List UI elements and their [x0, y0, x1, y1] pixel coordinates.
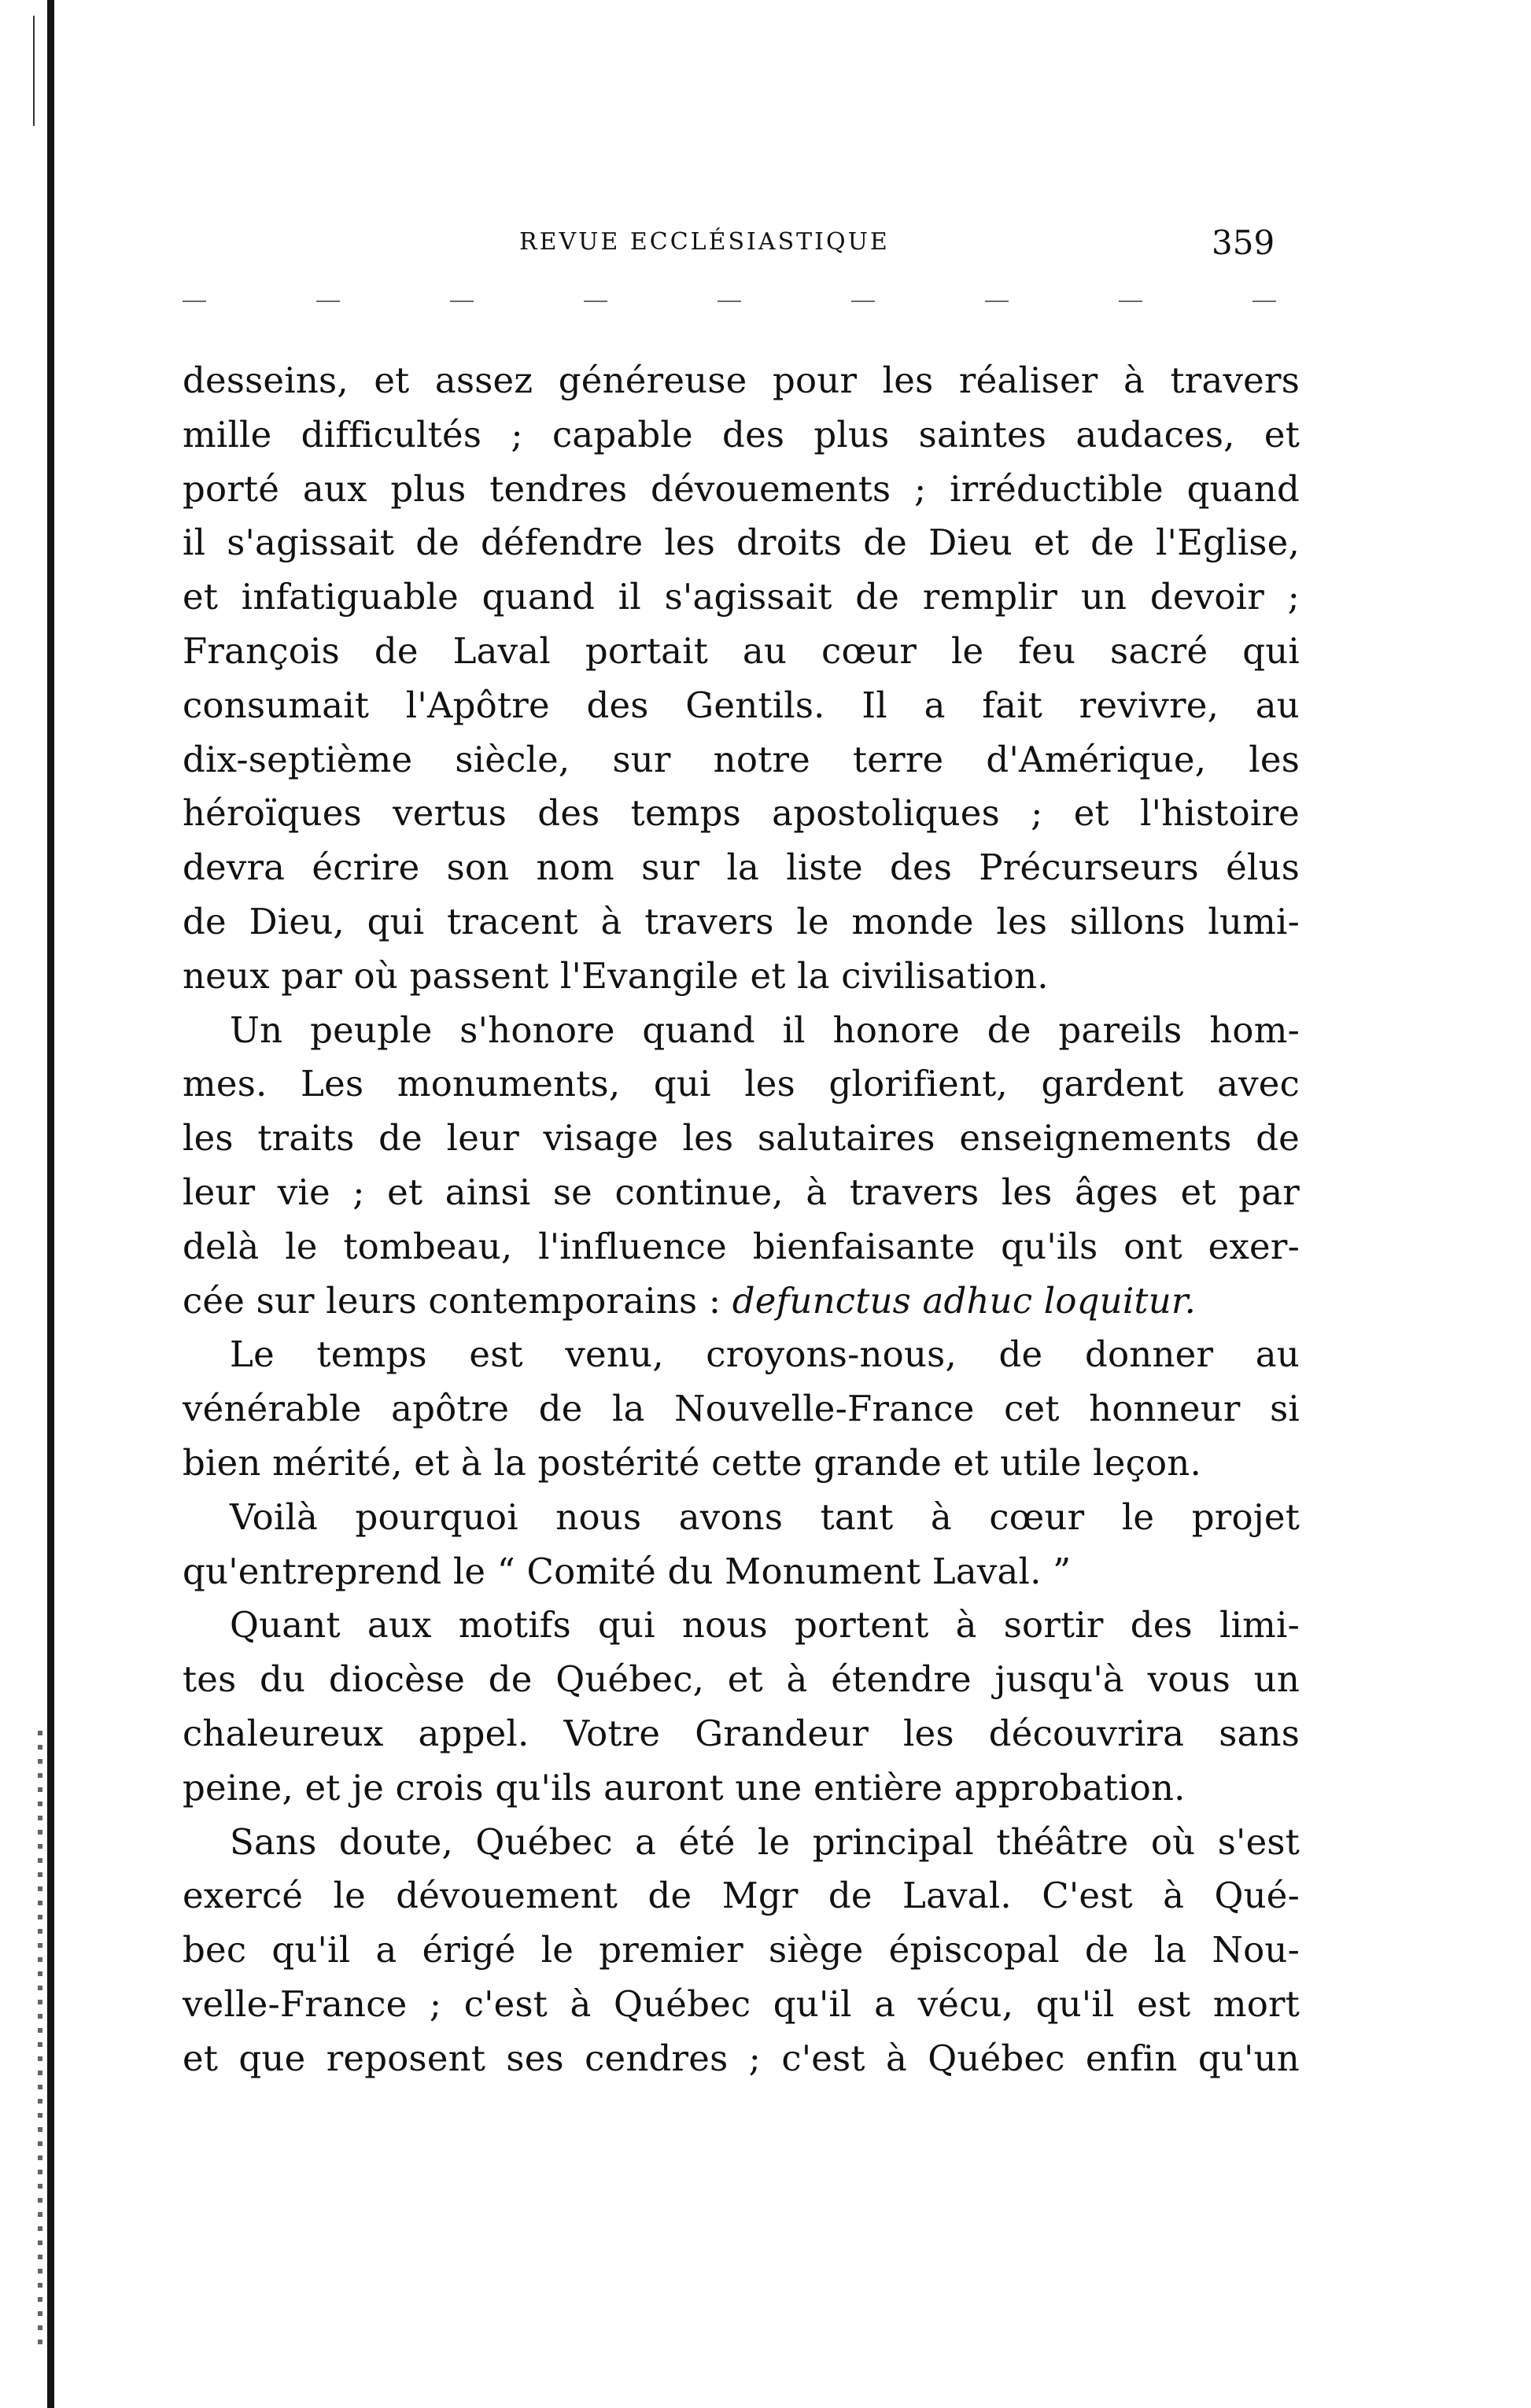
text-line: leur vie ; et ainsi se continue, à travers les âges et par: [183, 1171, 1300, 1213]
text-line: dix-septième siècle, sur notre terre d'Amérique, les: [183, 738, 1300, 780]
text-line: [183, 1274, 1300, 1329]
text-line: neux par où passent l'Evangile et la civilisation.: [183, 954, 1049, 997]
text-line: desseins, et assez généreuse pour les réaliser à travers: [183, 360, 1300, 401]
binding-edge-mark: [33, 16, 35, 126]
text-line: François de Laval portait au cœur le feu sacré qui: [183, 629, 1300, 672]
text-line: mes. Les monuments, qui les glorifient, gardent avec: [183, 1063, 1300, 1105]
running-head: REVUE ECCLÉSIASTIQUE: [519, 228, 890, 256]
text-line: héroïques vertus des temps apostoliques ; et l'histoire: [183, 792, 1300, 835]
body-text: [183, 354, 1300, 2086]
text-line: bien mérité, et à la postérité cette grande et utile leçon.: [183, 1441, 1201, 1484]
text-line: Un peuple s'honore quand il honore de pareils hom-: [230, 1009, 1300, 1051]
text-line: Voilà pourquoi nous avons tant à cœur le projet: [230, 1495, 1300, 1538]
text-line: Sans doute, Québec a été le principal théâtre où s'est: [230, 1820, 1300, 1863]
text-line: qu'entreprend le “ Comité du Monument Laval. ”: [183, 1550, 1072, 1592]
text-line-start: cée sur leurs contemporains :: [183, 1279, 721, 1322]
text-line: et que reposent ses cendres ; c'est à Québec enfin qu'un: [183, 2037, 1300, 2079]
text-line: bec qu'il a érigé le premier siège épiscopal de la Nou-: [183, 1929, 1300, 1971]
text-line: de Dieu, qui tracent à travers le monde les sillons lumi-: [183, 900, 1300, 942]
binding-edge-shadow: [38, 1731, 42, 2344]
text-line: delà le tombeau, l'influence bienfaisante qu'ils ont exer-: [183, 1225, 1300, 1267]
text-line: peine, et je crois qu'ils auront une entière approbation.: [183, 1766, 1186, 1809]
header-rule: [183, 301, 1300, 302]
text-line: il s'agissait de défendre les droits de Dieu et de l'Eglise,: [183, 522, 1300, 564]
text-line: chaleureux appel. Votre Grandeur les découvrira sans: [183, 1712, 1300, 1754]
latin-quotation: defunctus adhuc loquitur.: [732, 1279, 1197, 1322]
text-line: velle-France ; c'est à Québec qu'il a vécu, qu'il est mort: [183, 1982, 1300, 2025]
text-line: et infatiguable quand il s'agissait de remplir un devoir ;: [183, 576, 1300, 618]
text-line: vénérable apôtre de la Nouvelle-France cet honneur si: [183, 1388, 1300, 1430]
text-line: mille difficultés ; capable des plus saintes audaces, et: [183, 413, 1300, 455]
binding-edge: [47, 0, 54, 2408]
text-line: devra écrire son nom sur la liste des Précurseurs élus: [183, 846, 1300, 889]
text-line: les traits de leur visage les salutaires enseignements de: [183, 1117, 1300, 1160]
text-line: Quant aux motifs qui nous portent à sortir des limi-: [230, 1604, 1300, 1647]
text-line: consumait l'Apôtre des Gentils. Il a fait revivre, au: [183, 684, 1300, 726]
page-number: 359: [1212, 223, 1275, 262]
text-line: tes du diocèse de Québec, et à étendre jusqu'à vous un: [183, 1658, 1300, 1701]
text-line: Le temps est venu, croyons-nous, de donner au: [230, 1333, 1300, 1376]
text-line: exercé le dévouement de Mgr de Laval. C'est à Qué-: [183, 1875, 1300, 1917]
text-line: porté aux plus tendres dévouements ; irréductible quand: [183, 467, 1300, 510]
